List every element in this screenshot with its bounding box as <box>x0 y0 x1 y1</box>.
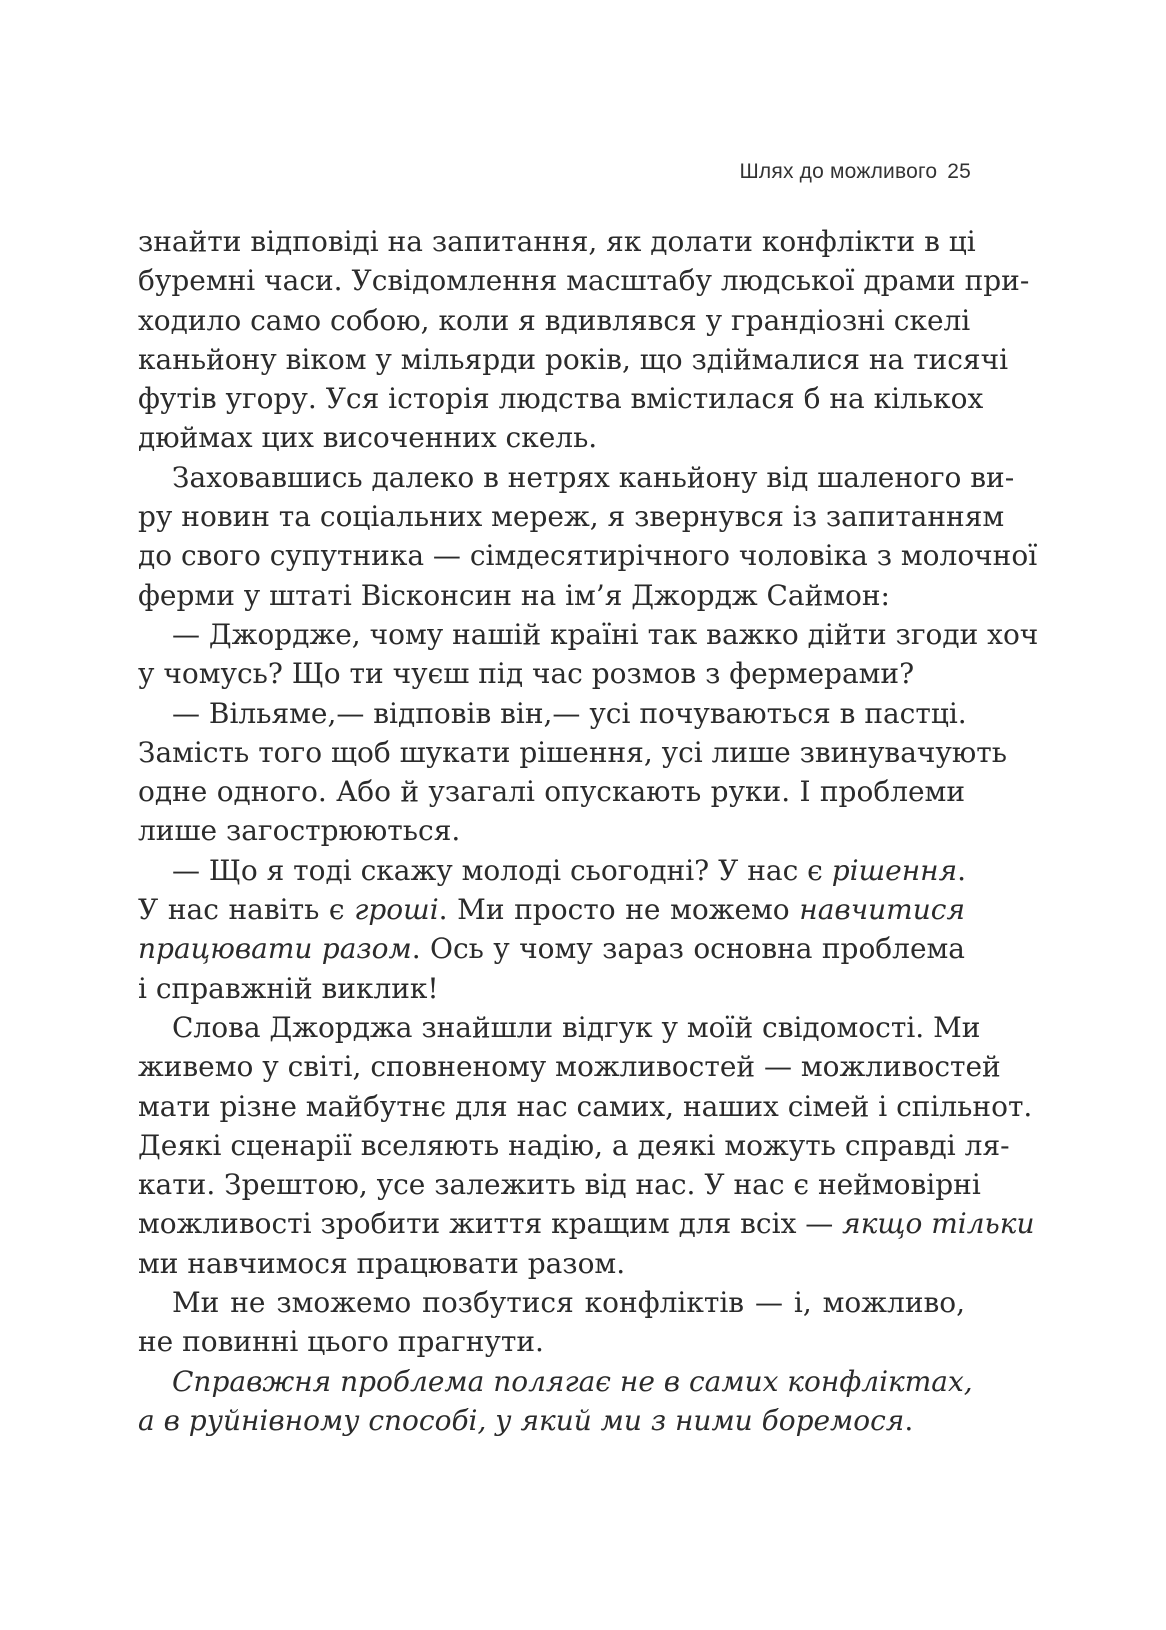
running-head <box>739 160 971 184</box>
text-line <box>138 261 1030 300</box>
text-run: футів угору. Уся історія людства вмістилася б на кількох <box>138 382 984 416</box>
text-line <box>138 1126 1010 1165</box>
text-run: Слова Джорджа знайшли відгук у моїй свідомості. Ми <box>172 1010 981 1044</box>
text-line <box>138 969 965 1008</box>
text-run: У нас навіть є <box>138 893 355 927</box>
paragraph <box>138 615 1039 694</box>
text-run: Ми не зможемо позбутися конфліктів — і, можливо, <box>172 1286 965 1320</box>
text-line <box>138 929 965 968</box>
text-line <box>138 1283 965 1322</box>
italic-run: гроші <box>354 893 439 927</box>
text-line <box>138 1401 965 1440</box>
text-line <box>138 576 965 615</box>
text-run: одне одного. Або й узагалі опускають руки. І проблеми <box>138 775 965 809</box>
text-line <box>138 890 965 929</box>
text-line <box>138 654 965 693</box>
italic-run: працювати разом <box>138 932 412 966</box>
text-run: у чомусь? Що ти чуєш під час розмов з фермерами? <box>138 657 915 691</box>
text-line <box>138 301 971 340</box>
text-run: дюймах цих височенних скель. <box>138 421 598 455</box>
text-run: мати різне майбутнє для нас самих, наших сімей і спільнот. <box>138 1089 1033 1123</box>
italic-run: навчитися <box>799 893 965 927</box>
text-line <box>138 418 965 457</box>
text-line <box>138 733 1007 772</box>
text-line <box>138 851 965 890</box>
text-run: буремні часи. Усвідомлення масштабу людської драми при- <box>138 264 1030 298</box>
text-run: . <box>904 1403 914 1437</box>
text-run: — Джордже, чому нашій країні так важко дійти згоди хоч <box>172 617 1039 651</box>
text-run: Замість того щоб шукати рішення, усі лише звинувачують <box>138 735 1007 769</box>
paragraph <box>138 458 1038 615</box>
text-line <box>138 1087 1033 1126</box>
text-line <box>138 694 965 733</box>
italic-run: а в руйнівному способі, у який ми з ними боремося <box>138 1403 905 1437</box>
text-run: і справжній виклик! <box>138 971 439 1005</box>
text-line <box>138 1204 1035 1243</box>
text-line <box>138 458 1015 497</box>
text-run: ру новин та соціальних мереж, я звернувся із запитанням <box>138 500 1005 534</box>
text-line <box>138 379 984 418</box>
text-line <box>138 1322 965 1361</box>
text-run: живемо у світі, сповненому можливостей — можливостей <box>138 1050 1001 1084</box>
text-line <box>138 1008 981 1047</box>
paragraph <box>138 222 1030 458</box>
text-run: до свого супутника — сімдесятирічного чоловіка з молочної <box>138 539 1038 573</box>
text-line <box>138 811 965 850</box>
text-run: ферми у штаті Вісконсин на ім’я Джордж Саймон: <box>138 578 890 612</box>
text-line <box>138 536 1038 575</box>
text-line <box>138 772 965 811</box>
text-run: — Що я тоді скажу молоді сьогодні? У нас є <box>172 853 832 887</box>
text-run: лише загострюються. <box>138 814 461 848</box>
italic-run: якщо тільки <box>842 1207 1035 1241</box>
text-line <box>138 340 1009 379</box>
text-run: ми навчимося працювати разом. <box>138 1246 626 1280</box>
text-run: можливості зробити життя кращим для всіх — <box>138 1207 843 1241</box>
page-number: 25 <box>947 160 971 183</box>
text-run: . Ось у чому зараз основна проблема <box>411 932 965 966</box>
text-line <box>138 1047 1001 1086</box>
text-run: Заховавшись далеко в нетрях каньйону від шаленого ви- <box>172 460 1015 494</box>
italic-run: рішення <box>831 853 958 887</box>
text-line <box>138 1165 981 1204</box>
text-run: знайти відповіді на запитання, як долати конфлікти в ці <box>138 225 976 258</box>
text-line <box>138 1362 973 1401</box>
text-run: Деякі сценарії вселяють надію, а деякі можуть справді ля- <box>138 1128 1010 1162</box>
text-run: не повинні цього прагнути. <box>138 1325 544 1359</box>
text-run: каньйону віком у мільярди років, що здіймалися на тисячі <box>138 342 1009 376</box>
text-line <box>138 1244 965 1283</box>
text-line <box>138 222 976 261</box>
paragraph <box>138 1362 973 1441</box>
paragraph <box>138 851 965 1008</box>
running-title: Шлях до можливого <box>739 160 938 183</box>
italic-run: Справжня проблема полягає не в самих конфліктах, <box>172 1364 973 1398</box>
text-run: . <box>957 853 967 887</box>
text-run: . Ми просто не можемо <box>438 893 800 927</box>
paragraph <box>138 1008 1035 1283</box>
body-text <box>138 222 1039 1440</box>
text-line <box>138 497 1005 536</box>
text-run: ходило само собою, коли я вдивлявся у грандіозні скелі <box>138 303 971 337</box>
text-line <box>138 615 1039 654</box>
paragraph <box>138 1283 965 1362</box>
text-run: кати. Зрештою, усе залежить від нас. У нас є неймовірні <box>138 1168 981 1202</box>
paragraph <box>138 694 1007 851</box>
text-run: — Вільяме,— відповів він,— усі почуваються в пастці. <box>172 696 967 730</box>
